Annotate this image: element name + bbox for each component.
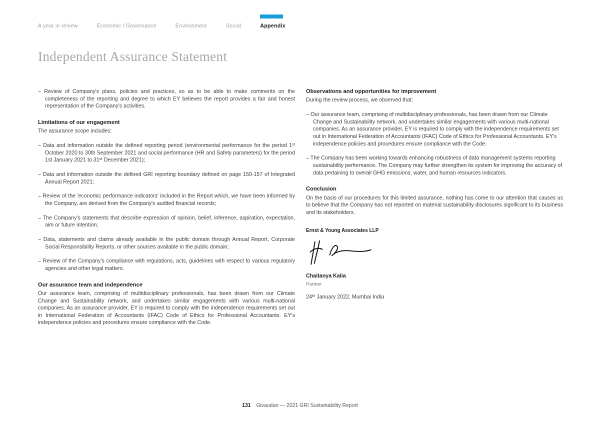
page-number: 131 bbox=[242, 403, 251, 409]
nav-item-a-year-in-review[interactable]: A year in review bbox=[38, 23, 78, 29]
page-title: Independent Assurance Statement bbox=[38, 49, 228, 65]
signature bbox=[306, 239, 563, 269]
report-label: Givaudan — 2021 GRI Sustainability Report bbox=[256, 403, 358, 409]
bullet-item-right-3: – The Company has been working towards enhancing robustness of data management systems reporting sustainability performance. The Company may further strengthen its system for improving the accuracy of data pertaining to overall GHG emissions, water, and human resources indicators. bbox=[306, 155, 563, 176]
right-column bbox=[306, 88, 563, 334]
bullet-item-left-7: – Data, statements and claims already available in the public domain through Annual Report, Corporate Social Responsibility Reports, or other sources available in the public domain; bbox=[38, 236, 295, 250]
bullet-item-left-6: – The Company's statements that describe expression of opinion, belief, inference, aspiration, expectation, aim or future intention; bbox=[38, 214, 295, 229]
bullet-item-right-2: – Our assurance team, comprising of multidisciplinary professionals, has been drawn from our Climate Change and Sustainability network, and undertakes similar engagements with various multi-national companies. As an assurance provider, EY is required to comply with the independence requirements set out in International Federation of Accountants (IFAC) Code of Ethics for Professional Accountants. EY's independence policies and procedures ensure compliance with the Code. bbox=[306, 111, 559, 147]
page-footer bbox=[0, 403, 600, 409]
nav-item-appendix[interactable]: Appendix bbox=[260, 23, 285, 29]
bullet-item-left-5: – Review of the 'economic performance indicators' included in the Report which, we have been informed by the Company, are derived from the Company's audited financial records; bbox=[38, 193, 295, 207]
section-heading-left-9: Our assurance team and independence bbox=[38, 281, 143, 288]
firm-name-right-6: Ernst & Young Associates LLP bbox=[306, 227, 379, 234]
nav-item-environment[interactable]: Environment bbox=[175, 23, 207, 29]
paragraph-left-10: Our assurance team, comprising of multidisciplinary professionals, has been drawn from our Climate Change and Sustainability network, and undertakes similar engagements with various multi-national companies. As an assurance provider, EY is required to comply with the independence requirements set out in International Federation of Accountants (IFAC) Code of Ethics for Professional Accountants. EY's independence policies and procedures ensure compliance with the Code. bbox=[38, 290, 295, 326]
paragraph-left-2: The assurance scope includes: bbox=[38, 128, 112, 135]
bullet-item-left-8: – Review of the Company's compliance with regulations, acts, guidelines with respect to various regulatory agencies and other legal matters. bbox=[38, 258, 295, 272]
bullet-item-left-3: – Data and information outside the defined reporting period (environmental performance for the period 1ˢᵗ October 2020 to 30th September 2021 and social performance (HR and Safety parameters) for the period 1st January 2021 to 31ˢᵗ December 2021); bbox=[38, 142, 295, 164]
active-tab-indicator bbox=[260, 15, 283, 19]
signatory-title-right-9: Partner bbox=[306, 281, 322, 287]
statement-date-right-10: 24ᵗʰ January 2022, Mumbai India bbox=[306, 293, 385, 300]
signature-icon bbox=[306, 239, 376, 267]
section-heading-left-1: Limitations of our engagement bbox=[38, 119, 120, 126]
signatory-name-right-8: Chaitanya Kalia bbox=[306, 272, 346, 279]
section-heading-right-0: Observations and opportunities for improvement bbox=[306, 88, 437, 95]
top-navigation bbox=[38, 23, 305, 29]
left-column bbox=[38, 88, 295, 334]
content-columns bbox=[38, 88, 563, 334]
nav-item-economic-governance[interactable]: Economic / Governance bbox=[96, 23, 157, 29]
paragraph-right-1: During the review process, we observed that: bbox=[306, 97, 413, 104]
paragraph-right-5: On the basis of our procedures for this limited assurance, nothing has come to our attention that causes us to believe that the Company has not reported on material sustainability disclosures significant to its business and its stakeholders. bbox=[306, 194, 563, 216]
bullet-item-left-4: – Data and information outside the defined GRI reporting boundary defined on page 150-157 of Integrated Annual Report 2021; bbox=[38, 171, 295, 185]
section-heading-right-4: Conclusion bbox=[306, 186, 337, 193]
nav-item-social[interactable]: Social bbox=[225, 23, 242, 29]
bullet-item-left-0: – Review of Company's plans, policies and practices, so as to be able to make comments on the completeness of the reporting and degree to which EY believes the report provides a fair and honest representation of the Company's activities. bbox=[38, 88, 295, 110]
